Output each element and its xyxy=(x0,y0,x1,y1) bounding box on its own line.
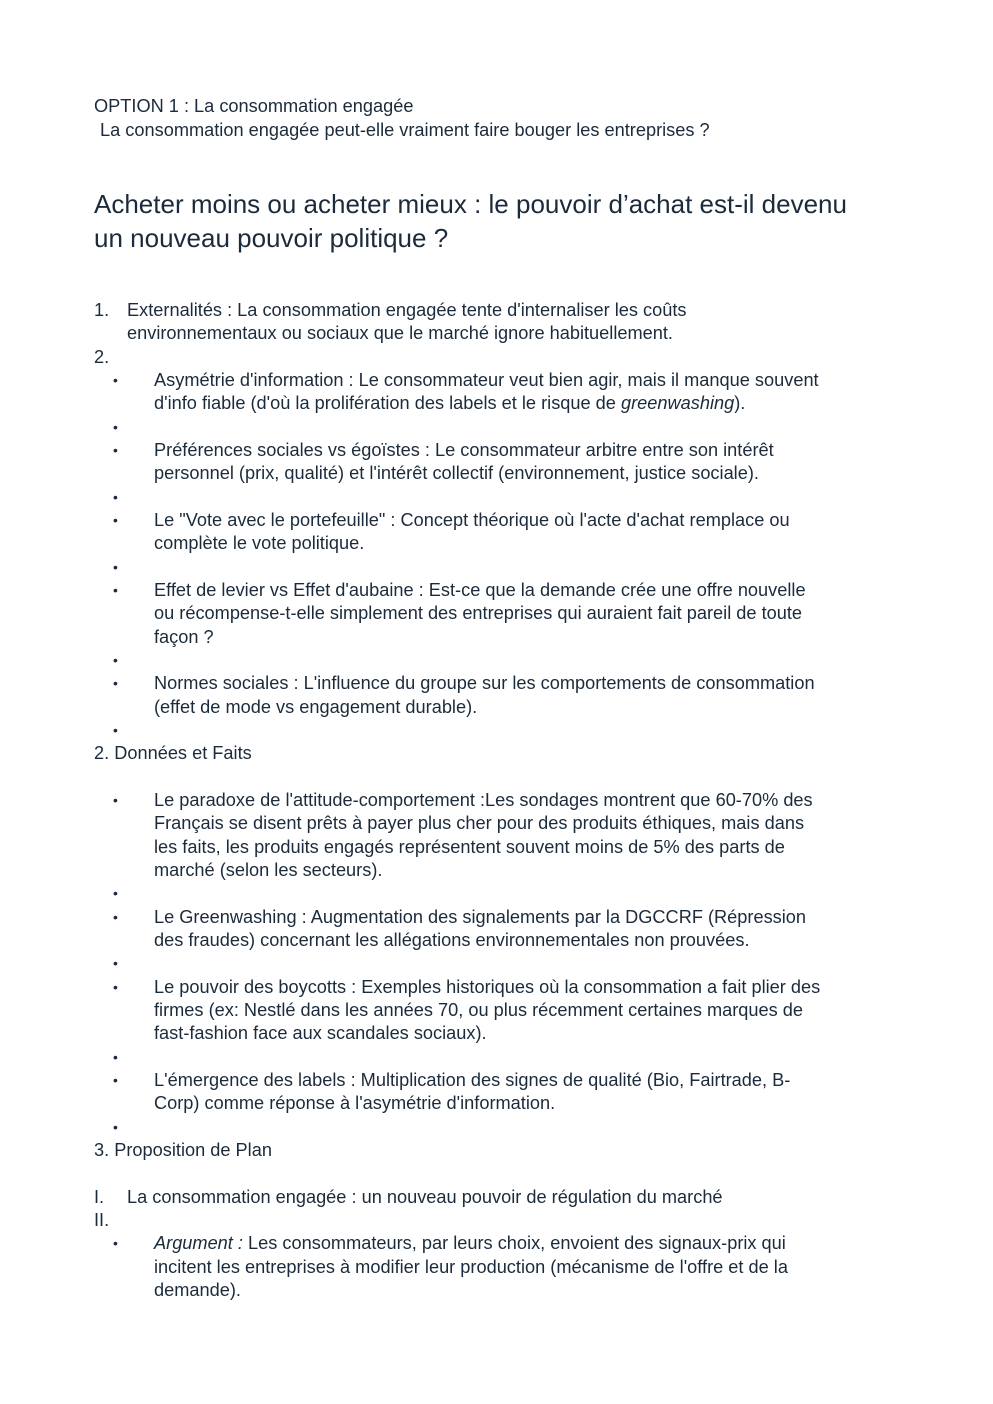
bullet-marker: • xyxy=(113,489,118,505)
bullet-text: Le paradoxe de l'attitude-comportement :Les sondages montrent que 60-70% des xyxy=(154,790,813,810)
bullet-text: les faits, les produits engagés représentent souvent moins de 5% des parts de xyxy=(154,837,785,857)
argument-label: Argument : xyxy=(154,1233,243,1253)
bullet-marker: • xyxy=(113,1049,118,1065)
bullet-text: Corp) comme réponse à l'asymétrie d'information. xyxy=(154,1093,556,1113)
bullet-text: firmes (ex: Nestlé dans les années 70, ou plus récemment certaines marques de xyxy=(154,1000,804,1020)
section-heading: 2. Données et Faits xyxy=(94,743,252,763)
bullet-text: personnel (prix, qualité) et l'intérêt collectif (environnement, justice sociale). xyxy=(154,463,759,483)
bullet-text-emphasis: greenwashing xyxy=(620,393,735,413)
bullet-text: fast-fashion face aux scandales sociaux). xyxy=(154,1023,487,1043)
bullet-text: ou récompense-t-elle simplement des entreprises qui auraient fait pareil de toute xyxy=(154,603,803,623)
bullet-text: complète le vote politique. xyxy=(154,533,365,553)
list-number: 1. xyxy=(94,300,110,320)
bullet-text: Le Greenwashing : Augmentation des signalements par la DGCCRF (Répression xyxy=(154,907,807,927)
list-item-text: Externalités : La consommation engagée tente d'internaliser les coûts xyxy=(127,300,687,320)
bullet-text: Effet de levier vs Effet d'aubaine : Est-ce que la demande crée une offre nouvelle xyxy=(154,580,806,600)
bullet-text: marché (selon les secteurs). xyxy=(154,860,383,880)
bullet-text: Asymétrie d'information : Le consommateur veut bien agir, mais il manque souvent xyxy=(154,370,819,390)
list-item-text: environnementaux ou sociaux que le marché ignore habituellement. xyxy=(127,323,673,343)
bullet-marker: • xyxy=(113,559,118,575)
plan-part-number: II. xyxy=(94,1210,110,1230)
bullet-text-segment: d'info fiable (d'où la prolifération des labels et le risque de xyxy=(154,393,621,413)
plan-part-number: I. xyxy=(94,1187,105,1207)
bullet-marker: • xyxy=(113,979,118,995)
bullet-marker: • xyxy=(113,885,118,901)
bullet-text: Le "Vote avec le portefeuille" : Concept théorique où l'acte d'achat remplace ou xyxy=(154,510,790,530)
bullet-marker: • xyxy=(113,372,118,388)
option-title: OPTION 1 : La consommation engagée xyxy=(94,96,414,116)
bullet-text: Normes sociales : L'influence du groupe sur les comportements de consommation xyxy=(154,673,815,693)
bullet-marker: • xyxy=(113,1235,118,1251)
bullet-marker: • xyxy=(113,722,118,738)
bullet-text-segment: ). xyxy=(734,393,746,413)
bullet-marker: • xyxy=(113,792,118,808)
bullet-marker: • xyxy=(113,1072,118,1088)
bullet-marker: • xyxy=(113,512,118,528)
plan-part-title: La consommation engagée : un nouveau pouvoir de régulation du marché xyxy=(127,1187,723,1207)
bullet-text: incitent les entreprises à modifier leur production (mécanisme de l'offre et de la xyxy=(154,1257,788,1277)
bullet-text: demande). xyxy=(154,1280,241,1300)
list-number: 2. xyxy=(94,347,110,367)
bullet-text: façon ? xyxy=(154,627,214,647)
bullet-marker: • xyxy=(113,909,118,925)
bullet-text xyxy=(154,1231,786,1255)
bullet-marker: • xyxy=(113,582,118,598)
section-heading: 3. Proposition de Plan xyxy=(94,1140,272,1160)
bullet-text-segment: Les consommateurs, par leurs choix, envoient des signaux-prix qui xyxy=(242,1233,786,1253)
main-title-line-1: Acheter moins ou acheter mieux : le pouvoir d’achat est-il devenu xyxy=(94,189,847,219)
guiding-question: La consommation engagée peut-elle vraiment faire bouger les entreprises ? xyxy=(100,120,710,140)
bullet-text: (effet de mode vs engagement durable). xyxy=(154,697,478,717)
bullet-text: L'émergence des labels : Multiplication des signes de qualité (Bio, Fairtrade, B- xyxy=(154,1070,791,1090)
bullet-text xyxy=(154,391,745,415)
bullet-marker: • xyxy=(113,1119,118,1135)
bullet-marker: • xyxy=(113,955,118,971)
bullet-marker: • xyxy=(113,652,118,668)
bullet-text: des fraudes) concernant les allégations environnementales non prouvées. xyxy=(154,930,750,950)
bullet-text: Préférences sociales vs égoïstes : Le consommateur arbitre entre son intérêt xyxy=(154,440,774,460)
bullet-marker: • xyxy=(113,442,118,458)
bullet-text: Français se disent prêts à payer plus cher pour des produits éthiques, mais dans xyxy=(154,813,805,833)
bullet-marker: • xyxy=(113,419,118,435)
bullet-text: Le pouvoir des boycotts : Exemples historiques où la consommation a fait plier des xyxy=(154,977,821,997)
main-title-line-2: un nouveau pouvoir politique ? xyxy=(94,223,449,253)
bullet-marker: • xyxy=(113,675,118,691)
